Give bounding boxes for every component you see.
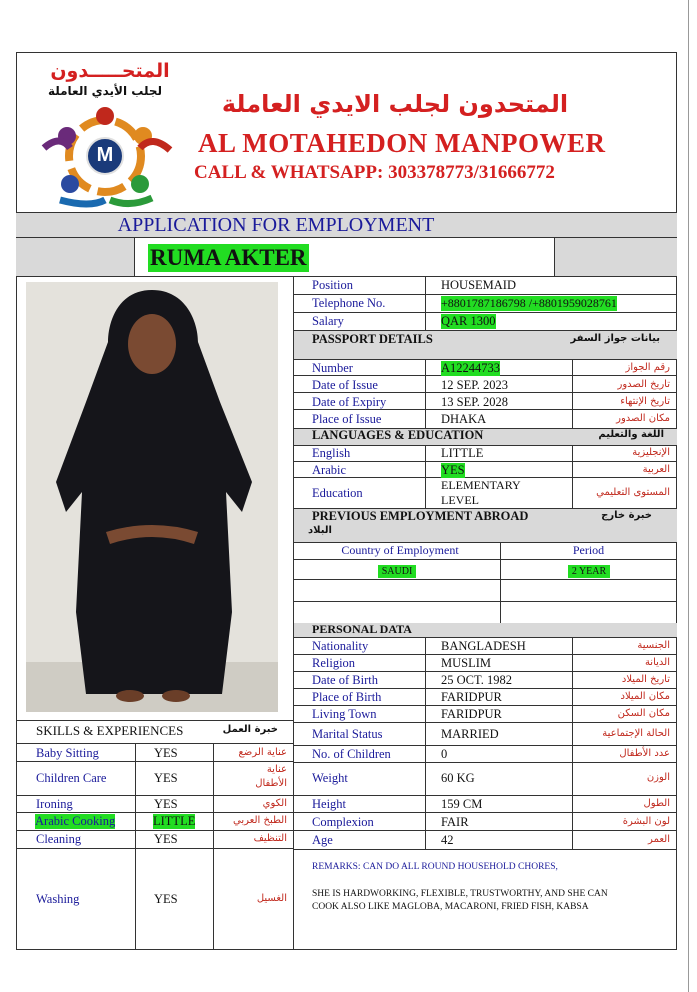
job-label: Telephone No.	[312, 296, 386, 310]
person-figure-icon	[26, 282, 278, 712]
personal-label-ar: عدد الأطفال	[619, 748, 670, 759]
skills-title-ar: خبرة العمل	[222, 724, 278, 735]
passport-value: 13 SEP. 2028	[441, 395, 509, 409]
applicant-photo	[26, 282, 278, 712]
passport-title-ar: بيانات جواز السفر	[570, 333, 660, 344]
passport-label: Number	[312, 361, 353, 375]
name-row-left	[16, 238, 134, 276]
passport-label: Date of Expiry	[312, 395, 387, 409]
language-value: YES	[441, 463, 465, 477]
personal-label: Date of Birth	[312, 673, 378, 687]
personal-label: Nationality	[312, 639, 369, 653]
job-value: +8801787186798 /+8801959028761	[441, 296, 617, 310]
skill-label: Cleaning	[36, 832, 82, 846]
remarks-line-2: SHE IS HARDWORKING, FLEXIBLE, TRUSTWORTHY, AND SHE CAN	[312, 889, 608, 899]
company-name-ar: المتحدون لجلب الايدي العاملة	[221, 90, 569, 118]
skill-label: Ironing	[36, 797, 73, 811]
personal-label-ar: الجنسية	[637, 640, 670, 651]
personal-value: 42	[441, 833, 454, 847]
skill-label-ar: الأطفال	[255, 778, 287, 789]
passport-title: PASSPORT DETAILS	[312, 332, 433, 346]
language-value: LITTLE	[441, 446, 484, 460]
skill-label: Washing	[36, 892, 80, 906]
personal-title: PERSONAL DATA	[312, 622, 412, 636]
personal-value: FARIDPUR	[441, 690, 502, 704]
logo-letter: M	[96, 144, 114, 166]
personal-value: 60 KG	[441, 771, 475, 785]
personal-label-ar: مكان السكن	[617, 708, 670, 719]
skill-label: Arabic Cooking	[35, 814, 116, 828]
previous-title-ar-2: البلاد	[308, 525, 332, 536]
personal-label: No. of Children	[312, 747, 391, 761]
passport-value: 12 SEP. 2023	[441, 378, 509, 392]
passport-label-ar: رقم الجواز	[625, 362, 670, 373]
personal-label-ar: الوزن	[646, 772, 670, 783]
personal-value: BANGLADESH	[441, 639, 526, 653]
personal-value: 159 CM	[441, 797, 483, 811]
period-column-header: Period	[572, 543, 605, 557]
skill-value: YES	[154, 746, 178, 760]
skill-value: YES	[154, 797, 178, 811]
skills-title: SKILLS & EXPERIENCES	[36, 723, 184, 738]
language-label-ar: العربية	[642, 464, 670, 475]
personal-label: Age	[312, 833, 333, 847]
skill-value: YES	[154, 892, 178, 906]
passport-value: DHAKA	[441, 412, 487, 426]
education-value-1: ELEMENTARY	[441, 478, 521, 492]
previous-country-cell	[294, 561, 500, 577]
languages-title-ar: اللغة والتعليم	[598, 429, 664, 440]
form-title: APPLICATION FOR EMPLOYMENT	[117, 214, 435, 236]
skill-value: YES	[154, 771, 178, 785]
languages-title: LANGUAGES & EDUCATION	[312, 428, 484, 442]
skill-label-ar: عناية الرضع	[238, 747, 287, 758]
previous-period-cell	[501, 561, 677, 577]
job-label: Salary	[312, 314, 344, 328]
personal-value: 25 OCT. 1982	[441, 673, 512, 687]
skill-label: Children Care	[36, 771, 107, 785]
personal-label: Complexion	[312, 815, 374, 829]
job-value: QAR 1300	[441, 314, 496, 328]
job-label: Position	[312, 278, 353, 292]
personal-value: FAIR	[441, 815, 469, 829]
skill-label-ar: الغسيل	[256, 893, 287, 904]
skill-label: Baby Sitting	[36, 746, 99, 760]
education-label-ar: المستوى التعليمي	[596, 487, 670, 498]
previous-period: 2 YEAR	[568, 565, 610, 578]
skill-label-ar: التنظيف	[253, 833, 287, 844]
skill-label-ar: الكوي	[262, 798, 287, 809]
personal-value: MUSLIM	[441, 656, 492, 670]
right-edge	[688, 0, 697, 992]
personal-label-ar: لون البشرة	[622, 816, 670, 827]
personal-label-ar: الطول	[643, 798, 670, 809]
personal-label: Living Town	[312, 707, 377, 721]
education-value-2: LEVEL	[441, 493, 479, 507]
passport-value: A12244733	[441, 361, 501, 375]
personal-label-ar: العمر	[648, 834, 670, 845]
logo-ar-sub: لجلب الأيدي العاملة	[47, 84, 163, 98]
personal-label-ar: مكان الميلاد	[620, 691, 670, 702]
language-label: English	[312, 446, 351, 460]
passport-label-ar: مكان الصدور	[616, 413, 670, 424]
previous-title-ar-1: خبرة خارج	[601, 510, 652, 521]
job-value: HOUSEMAID	[441, 278, 516, 292]
previous-country: SAUDI	[378, 565, 417, 578]
personal-value: MARRIED	[441, 727, 499, 741]
personal-label: Place of Birth	[312, 690, 382, 704]
personal-value: 0	[441, 747, 448, 761]
passport-label-ar: تاريخ الإنتهاء	[620, 396, 670, 407]
skill-value: YES	[154, 832, 178, 846]
language-label: Arabic	[312, 463, 347, 477]
personal-label-ar: الحالة الإجتماعية	[602, 728, 670, 739]
personal-label: Religion	[312, 656, 356, 670]
personal-label: Height	[312, 797, 347, 811]
applicant-name: RUMA AKTER	[150, 245, 307, 270]
personal-value: FARIDPUR	[441, 707, 502, 721]
contact-line: CALL & WHATSAPP: 303378773/31666772	[194, 162, 555, 183]
country-column-header: Country of Employment	[341, 543, 459, 557]
logo	[30, 60, 190, 210]
personal-label-ar: تاريخ الميلاد	[621, 674, 670, 685]
remarks-line-1: REMARKS: CAN DO ALL ROUND HOUSEHOLD CHORES,	[312, 862, 558, 872]
passport-label: Date of Issue	[312, 378, 378, 392]
education-label: Education	[312, 486, 363, 500]
language-label-ar: الإنجليزية	[632, 447, 670, 458]
company-name-en: AL MOTAHEDON MANPOWER	[198, 128, 606, 158]
skill-label-ar: عناية	[266, 764, 287, 775]
remarks-line-3: COOK ALSO LIKE MAGLOBA, MACARONI, FRIED FISH, KABSA	[312, 902, 589, 912]
previous-title: PREVIOUS EMPLOYMENT ABROAD	[312, 509, 529, 523]
personal-label-ar: الديانة	[644, 657, 670, 668]
name-row-right	[554, 238, 677, 276]
passport-label-ar: تاريخ الصدور	[617, 379, 670, 390]
skill-label-ar: الطبخ العربي	[233, 815, 287, 826]
personal-label: Weight	[312, 771, 348, 785]
passport-label: Place of Issue	[312, 412, 382, 426]
personal-label: Marital Status	[312, 727, 383, 741]
skill-value: LITTLE	[153, 814, 196, 828]
logo-ar-title: المتحـــــدون	[50, 60, 170, 82]
